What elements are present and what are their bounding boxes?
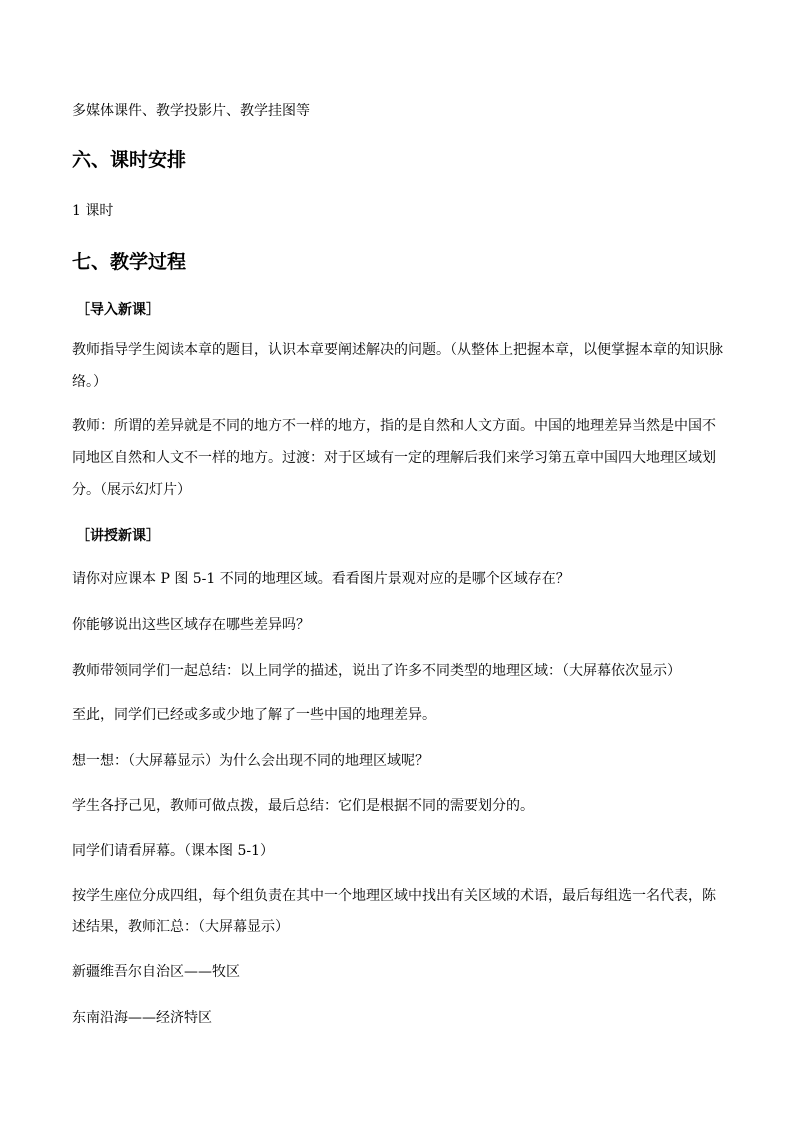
intro-para2-line3: 分。（展示幻灯片） xyxy=(72,482,191,498)
lecture-para8-line2: 述结果，教师汇总：（大屏幕显示） xyxy=(72,919,289,935)
lecture-para7: 同学们请看屏幕。（课本图 5-1） xyxy=(72,843,274,859)
lecture-para9: 新疆维吾尔自治区——牧区 xyxy=(72,964,240,980)
lecture-para1: 请你对应课本 P 图 5-1 不同的地理区域。看看图片景观对应的是哪个区域存在？ xyxy=(72,571,570,587)
intro-para1-line1: 教师指导学生阅读本章的题目，认识本章要阐述解决的问题。（从整体上把握本章，以便掌握本章的知识脉 xyxy=(72,342,723,358)
lecture-para6: 学生各抒己见，教师可做点拨，最后总结：它们是根据不同的需要划分的。 xyxy=(72,798,534,814)
intro-para2-line1: 教师：所谓的差异就是不同的地方不一样的地方，指的是自然和人文方面。中国的地理差异当然是中国不 xyxy=(72,418,716,434)
lecture-para3: 教师带领同学们一起总结：以上同学的描述，说出了许多不同类型的地理区域：（大屏幕依次显示） xyxy=(72,663,681,679)
lecture-para2: 你能够说出这些区域存在哪些差异吗？ xyxy=(72,617,310,633)
lecture-para8-line1: 按学生座位分成四组，每个组负责在其中一个地理区域中找出有关区域的术语，最后每组选一名代表，陈 xyxy=(72,888,716,904)
intro-new-lesson-label: ［导入新课］ xyxy=(76,302,160,318)
class-hours-text: 1 课时 xyxy=(72,203,114,219)
lecture-para4: 至此，同学们已经或多或少地了解了一些中国的地理差异。 xyxy=(72,707,436,723)
intro-para1-line2: 络。） xyxy=(72,374,107,390)
lecture-para10: 东南沿海——经济特区 xyxy=(72,1010,212,1026)
teaching-materials-text: 多媒体课件、教学投影片、教学挂图等 xyxy=(72,103,310,119)
lecture-new-lesson-label: ［讲授新课］ xyxy=(76,528,160,544)
lecture-para5: 想一想：（大屏幕显示）为什么会出现不同的地理区域呢？ xyxy=(72,753,429,769)
section-seven-heading: 七、教学过程 xyxy=(72,251,187,273)
section-six-heading: 六、课时安排 xyxy=(72,149,187,171)
intro-para2-line2: 同地区自然和人文不一样的地方。过渡：对于区域有一定的理解后我们来学习第五章中国四大地理区域划 xyxy=(72,450,716,466)
